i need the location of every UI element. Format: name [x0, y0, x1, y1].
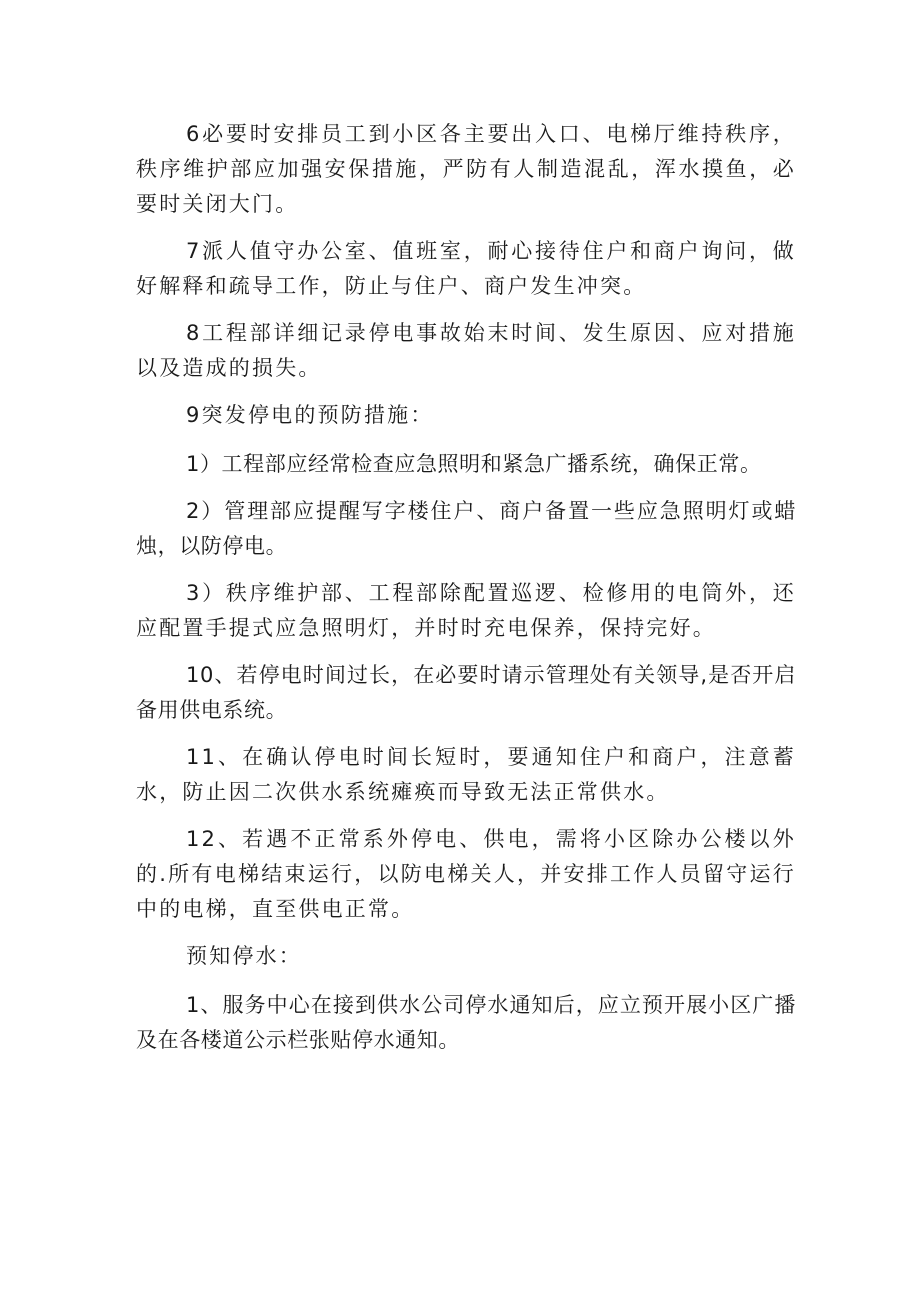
- paragraph-11: 11、在确认停电时间长短时，要通知住户和商户，注意蓄水，防止因二次供水系统瘫痪而导致无法正常供水。: [136, 745, 796, 804]
- paragraph-9-heading: 9突发停电的预防措施：: [186, 403, 434, 427]
- list-item-1: 1）工程部应经常检查应急照明和紧急广播系统，确保正常。: [186, 452, 762, 476]
- paragraph-8: 8工程部详细记录停电事故始末时间、发生原因、应对措施以及造成的损失。: [136, 321, 796, 380]
- paragraph-6: 6必要时安排员工到小区各主要出入口、电梯厅维持秩序，秩序维护部应加强安保措施，严防有人制造混乱，浑水摸鱼，必要时关闭大门。: [136, 122, 796, 216]
- list-item-3: 3）秩序维护部、工程部除配置巡逻、检修用的电筒外，还应配置手提式应急照明灯，并时时充电保养，保持完好。: [136, 581, 796, 640]
- document-body: [136, 117, 796, 1070]
- section-heading-water-outage: 预知停水：: [186, 944, 302, 968]
- paragraph-7: 7派人值守办公室、值班室，耐心接待住户和商户询问，做好解释和疏导工作，防止与住户、商户发生冲突。: [136, 239, 796, 298]
- paragraph-10: 10、若停电时间过长，在必要时请示管理处有关领导,是否开启备用供电系统。: [136, 663, 796, 722]
- water-outage-item-1: 1、服务中心在接到供水公司停水通知后，应立预开展小区广播及在各楼道公示栏张贴停水通知。: [136, 993, 796, 1052]
- paragraph-12: 12、若遇不正常系外停电、供电，需将小区除办公楼以外的.所有电梯结束运行，以防电梯关人，并安排工作人员留守运行中的电梯，直至供电正常。: [136, 827, 796, 921]
- list-item-2: 2）管理部应提醒写字楼住户、商户备置一些应急照明灯或蜡烛，以防停电。: [136, 499, 796, 558]
